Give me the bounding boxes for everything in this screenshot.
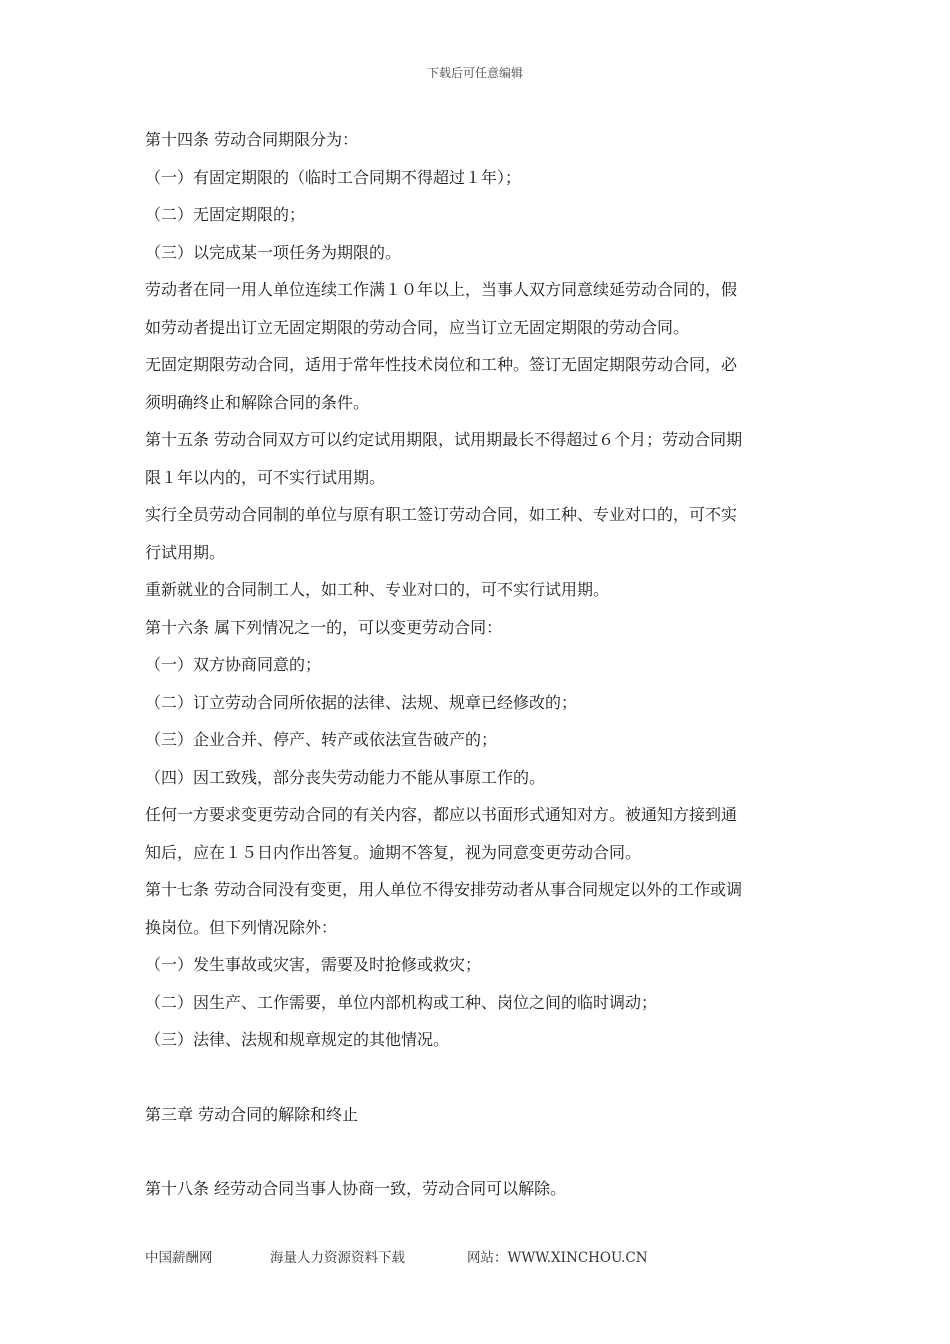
article-14-item-2: （二）无固定期限的； — [145, 205, 306, 224]
footer-slogan: 海量人力资源资料下载 — [270, 1250, 405, 1266]
article-18: 第十八条 经劳动合同当事人协商一致，劳动合同可以解除。 — [145, 1179, 567, 1198]
paragraph-line: 任何一方要求变更劳动合同的有关内容，都应以书面形式通知对方。被通知方接到通 — [145, 805, 738, 824]
document-body — [145, 121, 815, 1208]
chapter-heading: 第三章 劳动合同的解除和终止 — [145, 1104, 359, 1124]
page-header: 下载后可任意编辑 — [426, 66, 523, 80]
article-17-line: 换岗位。但下列情况除外： — [145, 917, 338, 937]
article-16-item-4: （四）因工致残，部分丧失劳动能力不能从事原工作的。 — [145, 767, 546, 787]
article-16-item-1: （一）双方协商同意的； — [145, 655, 322, 674]
article-16-item-2: （二）订立劳动合同所依据的法律、法规、规章已经修改的； — [145, 692, 578, 712]
article-15-line: 第十五条 劳动合同双方可以约定试用期限，试用期最长不得超过６个月；劳动合同期 — [145, 430, 743, 449]
article-16-title: 第十六条 属下列情况之一的，可以变更劳动合同： — [145, 617, 503, 637]
paragraph-line: 知后，应在１５日内作出答复。逾期不答复，视为同意变更劳动合同。 — [145, 842, 642, 862]
paragraph-line: 无固定期限劳动合同，适用于常年性技术岗位和工种。签订无固定期限劳动合同，必 — [145, 355, 738, 374]
article-14-item-3: （三）以完成某一项任务为期限的。 — [145, 242, 402, 262]
article-14-title: 第十四条 劳动合同期限分为： — [145, 130, 359, 149]
article-17-item-1: （一）发生事故或灾害，需要及时抢修或救灾； — [145, 955, 482, 974]
footer-site-name: 中国薪酬网 — [145, 1250, 213, 1266]
article-17-item-3: （三）法律、法规和规章规定的其他情况。 — [145, 1030, 450, 1049]
article-17-item-2: （二）因生产、工作需要，单位内部机构或工种、岗位之间的临时调动； — [145, 992, 658, 1012]
paragraph-line: 如劳动者提出订立无固定期限的劳动合同，应当订立无固定期限的劳动合同。 — [145, 317, 690, 337]
paragraph-line: 实行全员劳动合同制的单位与原有职工签订劳动合同，如工种、专业对口的，可不实 — [145, 505, 738, 524]
article-16-item-3: （三）企业合并、停产、转产或依法宣告破产的； — [145, 730, 498, 749]
article-15-line: 限１年以内的，可不实行试用期。 — [145, 467, 386, 487]
paragraph-line: 劳动者在同一用人单位连续工作满１０年以上，当事人双方同意续延劳动合同的，假 — [145, 280, 738, 299]
footer-website: 网站：WWW.XINCHOU.CN — [467, 1250, 648, 1266]
article-17-line: 第十七条 劳动合同没有变更，用人单位不得安排劳动者从事合同规定以外的工作或调 — [145, 880, 743, 899]
article-14-item-1: （一）有固定期限的（临时工合同期不得超过１年）； — [145, 167, 522, 187]
paragraph-line: 须明确终止和解除合同的条件。 — [145, 392, 370, 412]
paragraph-line: 行试用期。 — [145, 542, 226, 562]
paragraph-line: 重新就业的合同制工人，如工种、专业对口的，可不实行试用期。 — [145, 580, 610, 599]
